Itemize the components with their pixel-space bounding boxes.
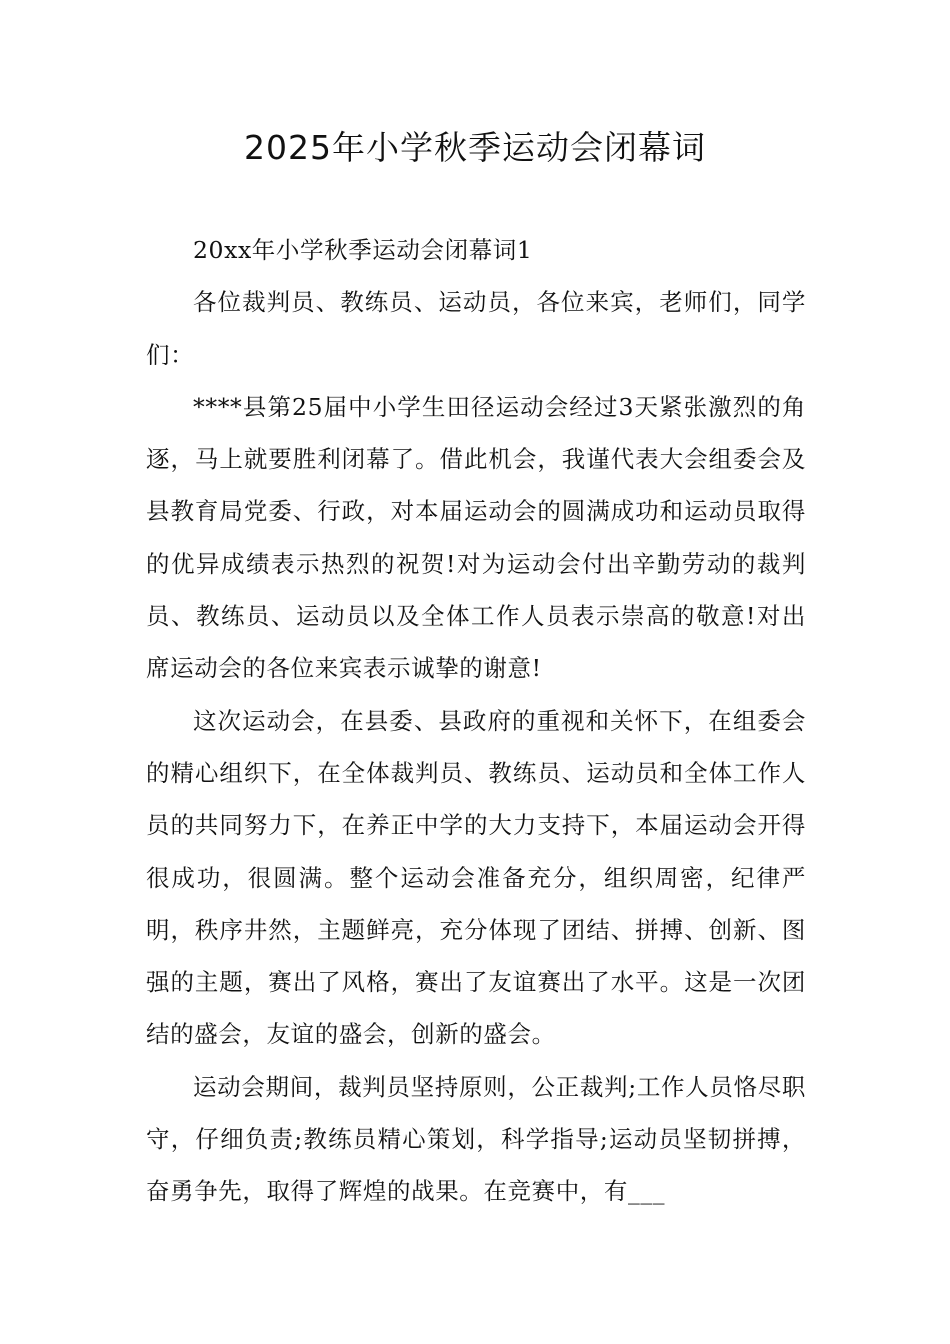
paragraph-greeting: 各位裁判员、教练员、运动员，各位来宾，老师们，同学们：: [146, 288, 806, 369]
paragraph-opening: ****县第25届中小学生田径运动会经过3天紧张激烈的角逐，马上就要胜利闭幕了。借此机会，我谨代表大会组委会及县教育局党委、行政，对本届运动会的圆满成功和运动员取得的优异成绩表示热烈的祝贺!对为运动会付出辛勤劳动的裁判员、教练员、运动员以及全体工作人员表示崇高的敬意!对出席运动会的各位来宾表示诚挚的谢意!: [146, 392, 806, 683]
document-title: 2025年小学秋季运动会闭幕词: [244, 128, 706, 167]
section-heading: 20xx年小学秋季运动会闭幕词1: [193, 236, 533, 264]
paragraph-summary: 这次运动会，在县委、县政府的重视和关怀下，在组委会的精心组织下，在全体裁判员、教练员、运动员和全体工作人员的共同努力下，在养正中学的大力支持下，本届运动会开得很成功，很圆满。整个运动会准备充分，组织周密，纪律严明，秩序井然，主题鲜亮，充分体现了团结、拼搏、创新、图强的主题，赛出了风格，赛出了友谊赛出了水平。这是一次团结的盛会，友谊的盛会，创新的盛会。: [146, 706, 806, 1049]
paragraph-conduct: 运动会期间，裁判员坚持原则，公正裁判;工作人员恪尽职守，仔细负责;教练员精心策划，科学指导;运动员坚韧拼搏，奋勇争先，取得了辉煌的战果。在竞赛中，有___: [146, 1072, 806, 1206]
document-body: [146, 224, 806, 1218]
